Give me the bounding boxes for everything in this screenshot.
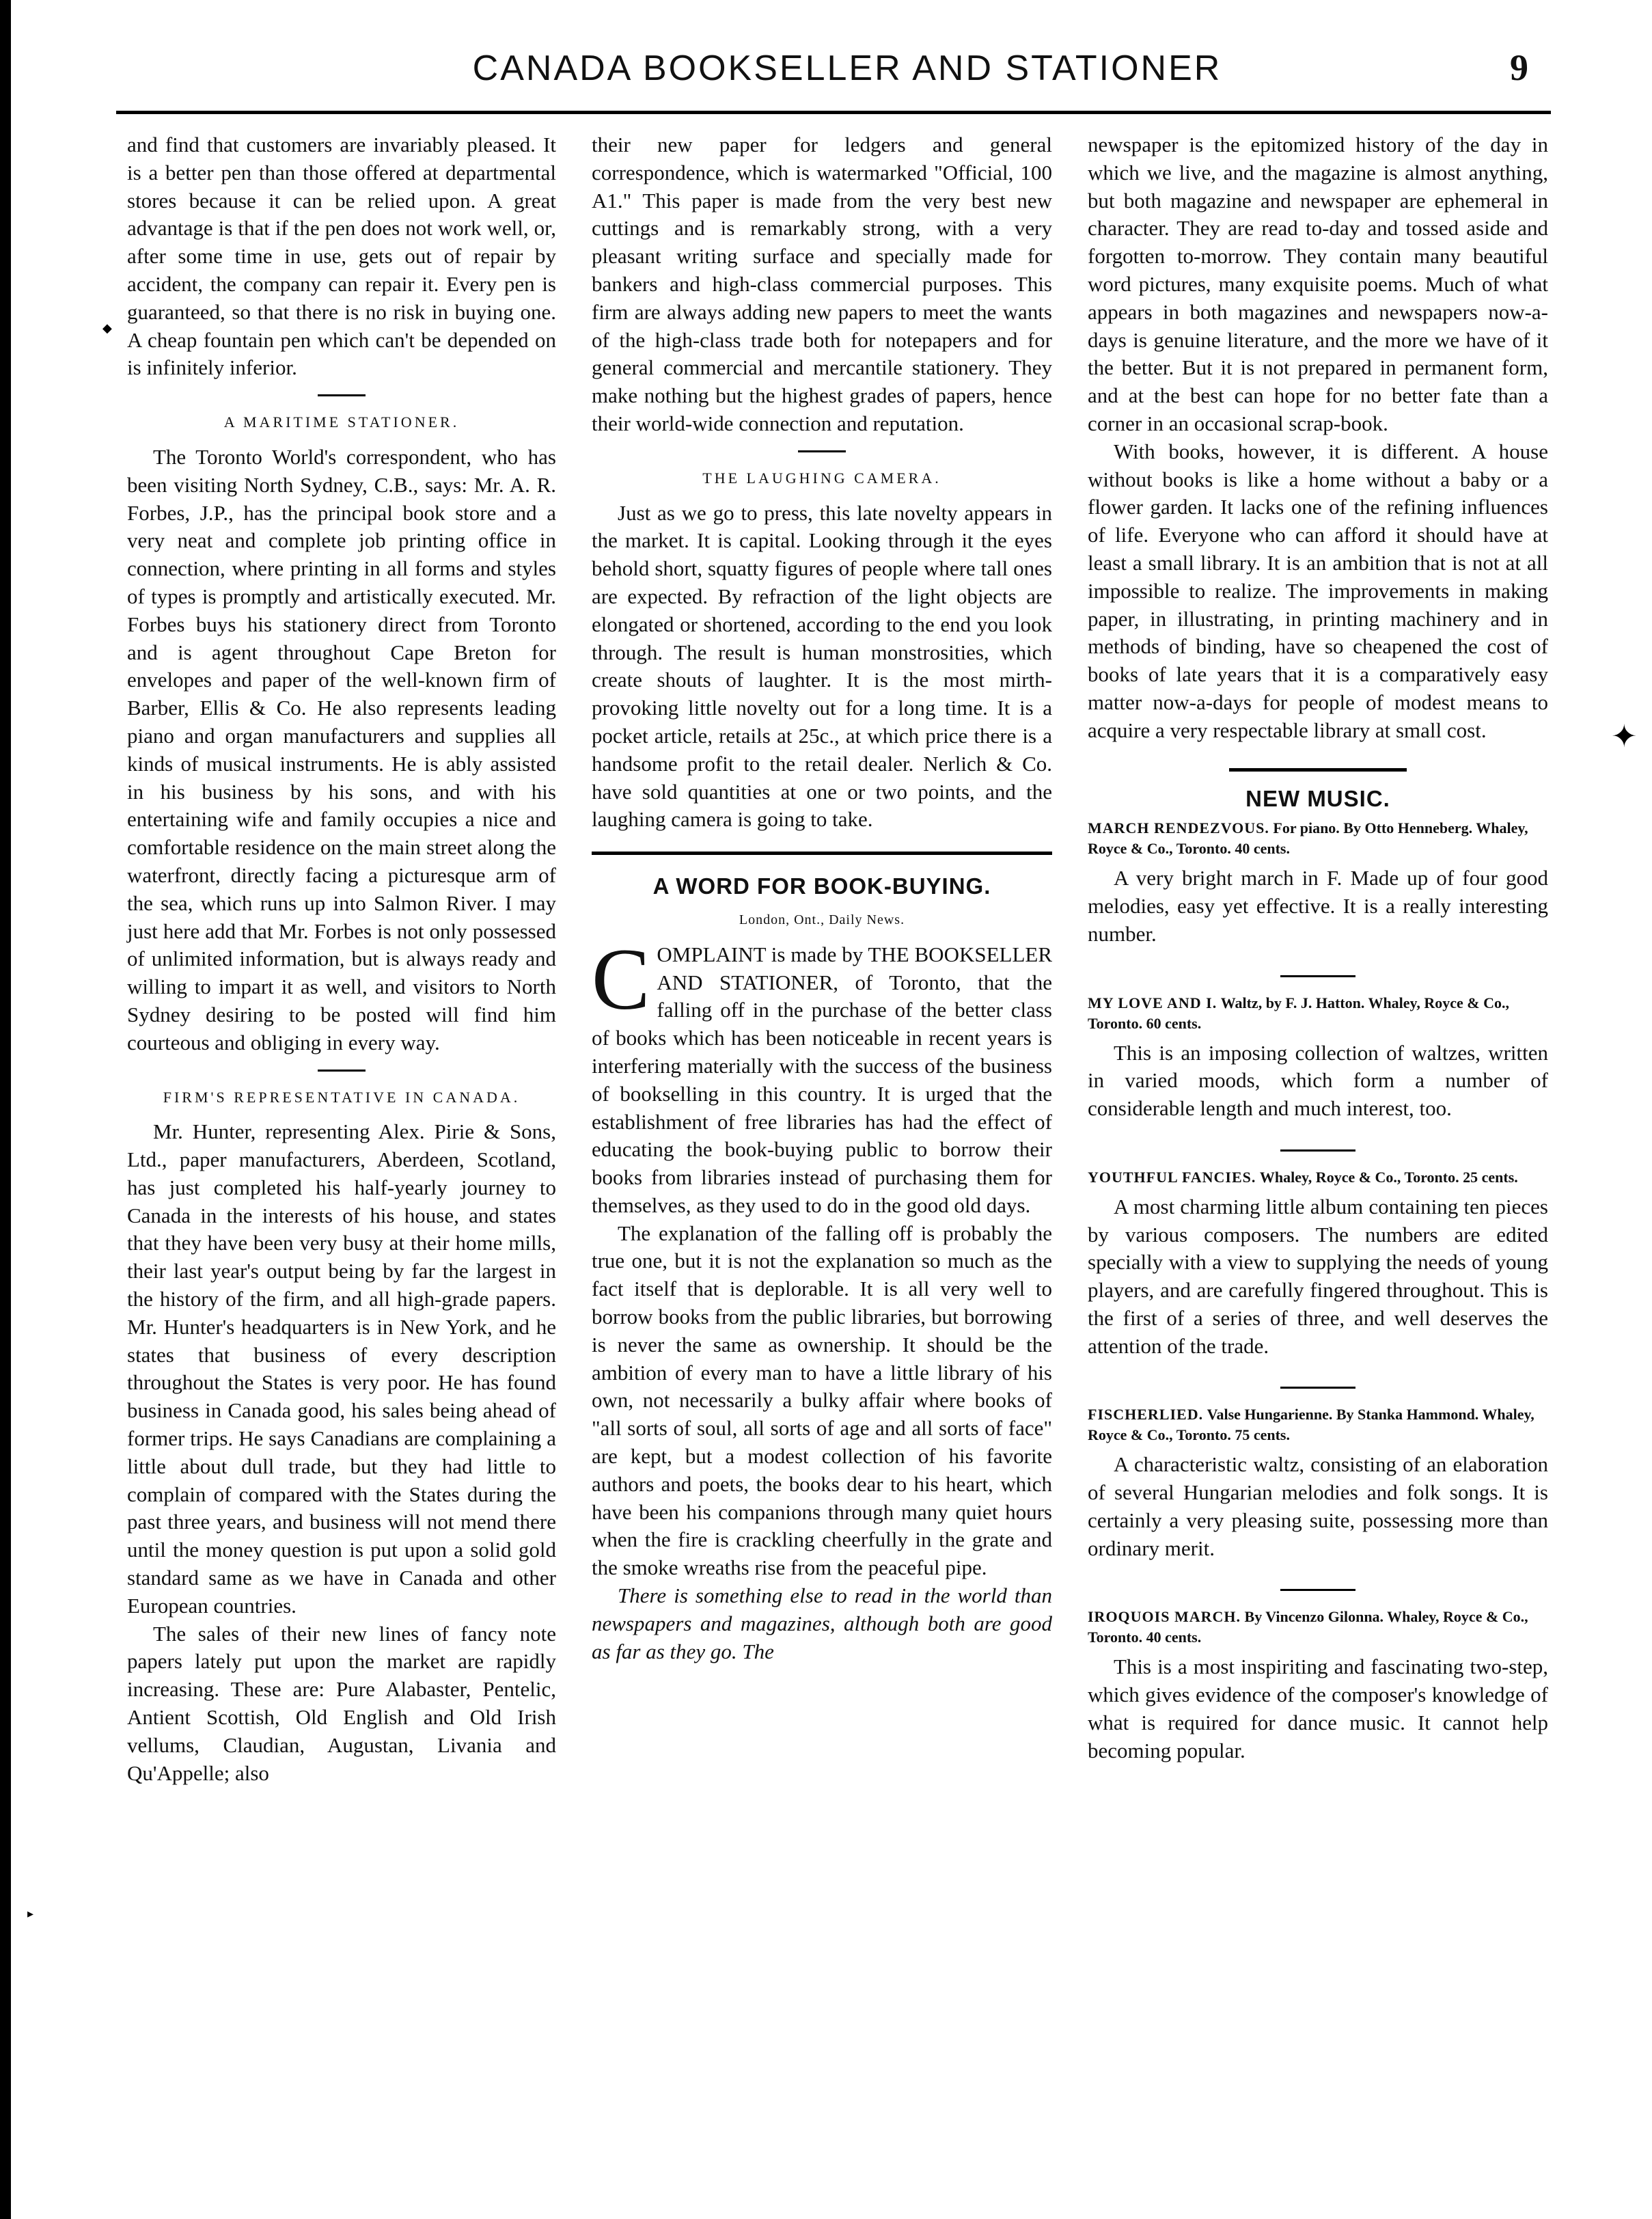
music-entry-review: This is a most inspiriting and fascinating two-step, which gives evidence of the composer's knowledge of what is required for dance music. It cannot help becoming popular.	[1088, 1655, 1548, 1762]
margin-ink-mark: ▸	[27, 1907, 34, 1921]
firms-representative-paragraph: Mr. Hunter, representing Alex. Pirie & Sons, Ltd., paper manufacturers, Aberdeen, Scotland, has just completed his half-yearly journey to Canada in the interests of his house, and states that they have been very busy at their home mills, their last year's output being by far the largest in the history of the firm, and all high-grade papers. Mr. Hunter's headquarters is in New York, and he states that business of every description throughout the States is very poor. He has found business in Canada good, his sales being ahead of former trips. He says Canadians are complaining a little about dull trade, but they had little to complain of compared with the States during the past three years, and business will not mend there until the money question is put upon a solid gold standard same as we have in Canada and other European countries.	[127, 1119, 556, 1618]
music-entry-meta: MY LOVE AND I. Waltz, by F. J. Hatton. Whaley, Royce & Co., Toronto. 60 cents.	[1088, 994, 1509, 1032]
maritime-stationer-paragraph: The Toronto World's correspondent, who has been visiting North Sydney, C.B., says: Mr. A. R. Forbes, J.P., has the principal book store and a very neat and complete job printing office in connection, where printing in all forms and styles of types is promptly and artistically executed. Mr. Forbes buys his stationery direct from Toronto and is agent throughout Cape Breton for envelopes and paper of the well-known firm of Barber, Ellis & Co. He also represents leading piano and organ manufacturers and supplies all kinds of musical instruments. He is ably assisted in his business by his sons, and with his entertaining wife and family occupies a nice and comfortable residence on the main street along the waterfront, directly facing a picturesque arm of the sea, which runs up into Salmon River. I may just here add that Mr. Forbes is not only possessed of unlimited information, but is always ready and willing to impart it as well, and visitors to North Sydney desiring to be posted will find him courteous and obliging in every way.	[127, 444, 556, 1054]
section-heading-firms-representative: FIRM'S REPRESENTATIVE IN CANADA.	[163, 1088, 521, 1106]
section-heading-new-music: NEW MUSIC.	[1245, 785, 1390, 811]
section-divider	[318, 1070, 366, 1072]
music-entry-review: A characteristic waltz, consisting of an elaboration of several Hungarian melodies and folk songs. It is certainly a very pleasing suite, possessing more than ordinary merit.	[1088, 1452, 1548, 1560]
section-divider	[318, 394, 366, 396]
page-spine-edge	[0, 0, 11, 2219]
music-entry-review: This is an imposing collection of waltzes, written in varied moods, which form a number of considerable length and much interest, too.	[1088, 1040, 1548, 1121]
book-buying-paragraph: The explanation of the falling off is probably the true one, but it is not the explanation so much as the fact itself that is deplorable. It is all very well to borrow books from the public libraries, but borrowing is never the same as ownership. It should be the ambition of every man to have a little library of his own, not necessarily a bulky affair where books of "all sorts of soul, all sorts of age and all sorts of face" are kept, but a modest collection of his favorite authors and poets, the books dear to his heart, which have been his companions through many quiet hours when the fire is crackling cheerfully in the grate and the smoke wreaths rise from the peaceful pipe.	[592, 1221, 1052, 1580]
music-listing	[1088, 818, 1548, 1765]
books-different-paragraph: With books, however, it is different. A house without books is like a home without a baby or a flower garden. It lacks one of the refining influences of life. Everyone who can afford it should have at least a small library. It is an ambition that is not at all impossible to realize. The improvements in making paper, in illustrating, in printing machinery and in methods of binding, have so cheapened the cost of books of late years that it is a comparatively easy matter now-a-days for people of modest means to acquire a very respectable library at small cost.	[1088, 439, 1548, 742]
music-entry-meta: FISCHERLIED. Valse Hungarienne. By Stanka Hammond. Whaley, Royce & Co., Toronto. 75 cents.	[1088, 1406, 1534, 1444]
music-entry-meta: YOUTHFUL FANCIES. Whaley, Royce & Co., Toronto. 25 cents.	[1088, 1168, 1518, 1186]
section-heading-maritime-stationer: A MARITIME STATIONER.	[223, 413, 460, 431]
entry-divider	[1088, 1368, 1548, 1396]
section-separator-rule	[1229, 768, 1407, 772]
article-headline-book-buying: A WORD FOR BOOK-BUYING.	[652, 873, 991, 899]
article-continuation-paragraph: and find that customers are invariably pleased. It is a better pen than those offered at departmental stores because it can be relied upon. A great advantage is that if the pen does not work well, or, after some time in use, gets out of repair by accident, the company can repair it. Every pen is guaranteed, so that there is no risk in buying one. A cheap fountain pen which can't be depended on is infinitely inferior.	[127, 133, 556, 380]
entry-divider	[1088, 957, 1548, 985]
article-separator-rule	[592, 852, 1052, 855]
article-source-dateline: London, Ont., Daily News.	[739, 912, 905, 927]
column-1	[127, 131, 556, 1787]
newspaper-continuation-paragraph: newspaper is the epitomized history of the day in which we live, and the magazine is almost anything, but both magazine and newspaper are ephemeral in character. They are read to-day and tossed aside and forgotten to-morrow. They contain many beautiful word pictures, many exquisite poems. Much of what appears in both magazines and newspapers now-a-days is genuine literature, and the more we have of it the better. But it is not prepared in permanent form, and at the best can hope for no better fate than a corner in an occasional scrap-book.	[1088, 133, 1548, 435]
music-entry-meta: IROQUOIS MARCH. By Vincenzo Gilonna. Whaley, Royce & Co., Toronto. 40 cents.	[1088, 1608, 1528, 1646]
fancy-note-papers-paragraph: The sales of their new lines of fancy note papers lately put upon the market are rapidly increasing. These are: Pure Alabaster, Pentelic, Antient Scottish, Old English and Old Irish vellums, Claudian, Augustan, Livania and Qu'Appelle; also	[127, 1621, 556, 1785]
music-entry-review: A very bright march in F. Made up of four good melodies, easy yet effective. It is a really interesting number.	[1088, 866, 1548, 946]
section-divider	[798, 450, 846, 452]
margin-ink-mark: ✦	[1611, 718, 1638, 754]
section-heading-laughing-camera: THE LAUGHING CAMERA.	[702, 469, 941, 487]
music-entry-meta: MARCH RENDEZVOUS. For piano. By Otto Henneberg. Whaley, Royce & Co., Toronto. 40 cents.	[1088, 819, 1528, 858]
entry-divider	[1088, 1570, 1548, 1598]
column-2	[592, 131, 1052, 1665]
page-number: 9	[1510, 47, 1528, 88]
paper-lines-continuation-paragraph: their new paper for ledgers and general correspondence, which is watermarked "Official, 100 A1." This paper is made from the very best new cuttings and is remarkably strong, with a very pleasant writing surface and specially made for bankers and high-class commercial purposes. This firm are always adding new papers to meet the wants of the high-class trade both for notepapers and for general commercial and mercantile stationery. They make nothing but the highest grades of papers, hence their world-wide connection and reputation.	[592, 133, 1052, 435]
margin-ink-mark: ◆	[102, 321, 112, 336]
music-entry-review: A most charming little album containing ten pieces by various composers. The numbers are edited specially with a view to supplying the needs of young players, and are carefully fingered throughout. This is the first of a series of three, and well deserves the attention of the trade.	[1088, 1194, 1548, 1358]
header-rule	[116, 111, 1551, 114]
entry-divider	[1088, 1131, 1548, 1159]
laughing-camera-paragraph: Just as we go to press, this late novelty appears in the market. It is capital. Looking through it the eyes behold short, squatty figures of people where tall ones are expected. By refraction of the light objects are elongated or shortened, according to the end you look through. The result is human monstrosities, which create shouts of laughter. It is the most mirth-provoking little novelty out for a long time. It is a pocket article, retails at 25c., at which price there is a handsome profit to the retail dealer. Nerlich & Co. have sold quantities at one or two points, and the laughing camera is going to take.	[592, 500, 1052, 832]
book-buying-opening-paragraph	[592, 930, 1052, 1220]
book-buying-opening-text: OMPLAINT is made by THE BOOKSELLER AND STATIONER, of Toronto, that the falling off in the purchase of the better class of books which has been noticeable in recent years is interfering materially with the success of the business of bookselling in this country. It is urged that the establishment of free libraries has had the effect of educating the book-buying public to borrow their books from libraries instead of purchasing them for themselves, as they used to do in the good old days.	[592, 942, 1052, 1217]
book-buying-closing-paragraph: There is something else to read in the world than newspapers and magazines, although both are good as far as they go. The	[592, 1583, 1052, 1663]
drop-cap-letter: C	[592, 930, 650, 1028]
column-3	[1088, 131, 1548, 1765]
publication-title: CANADA BOOKSELLER AND STATIONER	[472, 49, 1222, 88]
running-header	[0, 48, 1652, 103]
